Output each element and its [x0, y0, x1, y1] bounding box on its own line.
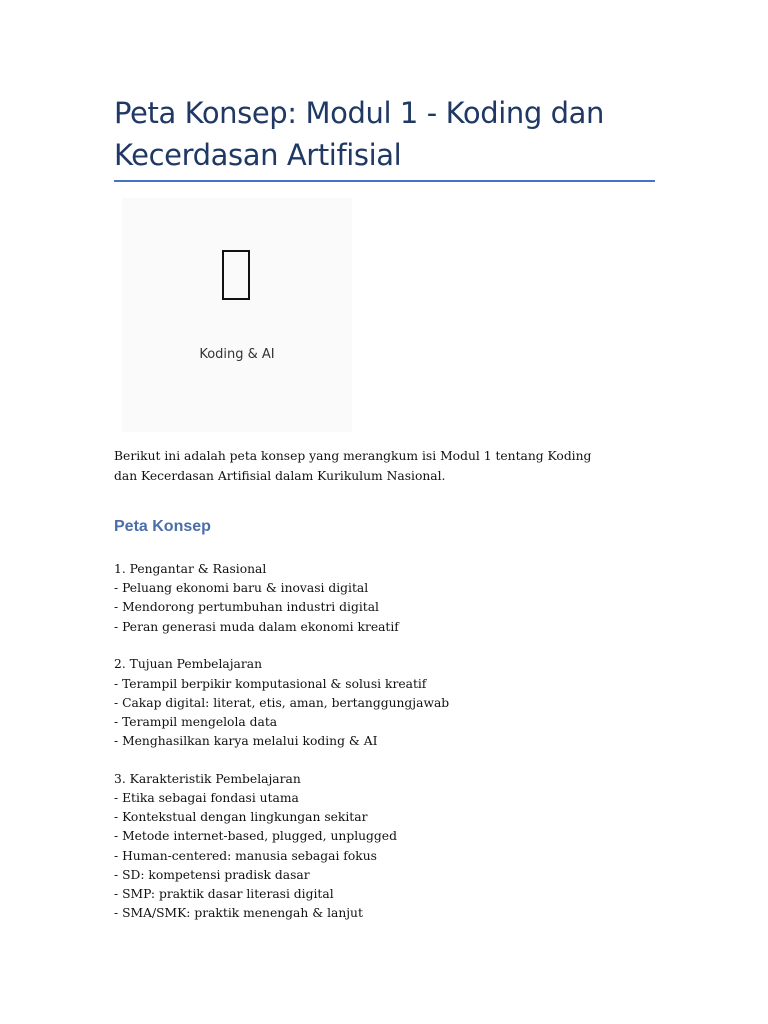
- section-heading: Peta Konsep: [114, 518, 211, 535]
- list-item: - Menghasilkan karya melalui koding & AI: [114, 734, 378, 749]
- list-item: - Metode internet-based, plugged, unplugged: [114, 829, 397, 844]
- list-item: - Kontekstual dengan lingkungan sekitar: [114, 810, 368, 825]
- group-title: 1. Pengantar & Rasional: [114, 562, 267, 576]
- list-item: - Terampil berpikir komputasional & solusi kreatif: [114, 676, 427, 691]
- page-title: Peta Konsep: Modul 1 - Koding dan Kecerdasan Artifisial: [114, 96, 605, 172]
- concept-list: [114, 560, 674, 942]
- list-item: - Etika sebagai fondasi utama: [114, 791, 299, 806]
- list-item: - Peran generasi muda dalam ekonomi kreatif: [114, 619, 399, 634]
- image-caption: Koding & AI: [199, 347, 275, 362]
- list-item: - Human-centered: manusia sebagai fokus: [114, 848, 377, 863]
- concept-group: [114, 560, 674, 637]
- title-divider: [114, 180, 655, 182]
- missing-glyph-icon: [222, 250, 250, 300]
- list-item: - SD: kompetensi pradisk dasar: [114, 867, 310, 882]
- image-placeholder: [122, 198, 352, 432]
- list-item: - SMP: praktik dasar literasi digital: [114, 887, 334, 902]
- list-item: - Terampil mengelola data: [114, 714, 278, 729]
- list-item: - SMA/SMK: praktik menengah & lanjut: [114, 906, 363, 921]
- list-item: - Cakap digital: literat, etis, aman, bertanggungjawab: [114, 695, 450, 710]
- intro-paragraph: Berikut ini adalah peta konsep yang merangkum isi Modul 1 tentang Koding dan Kecerdasan Artifisial dalam Kurikulum Nasional.: [114, 449, 592, 483]
- concept-group: [114, 770, 674, 924]
- list-item: - Mendorong pertumbuhan industri digital: [114, 600, 379, 615]
- group-title: 2. Tujuan Pembelajaran: [114, 657, 263, 672]
- group-title: 3. Karakteristik Pembelajaran: [114, 771, 301, 786]
- concept-group: [114, 655, 674, 751]
- list-item: - Peluang ekonomi baru & inovasi digital: [114, 581, 369, 596]
